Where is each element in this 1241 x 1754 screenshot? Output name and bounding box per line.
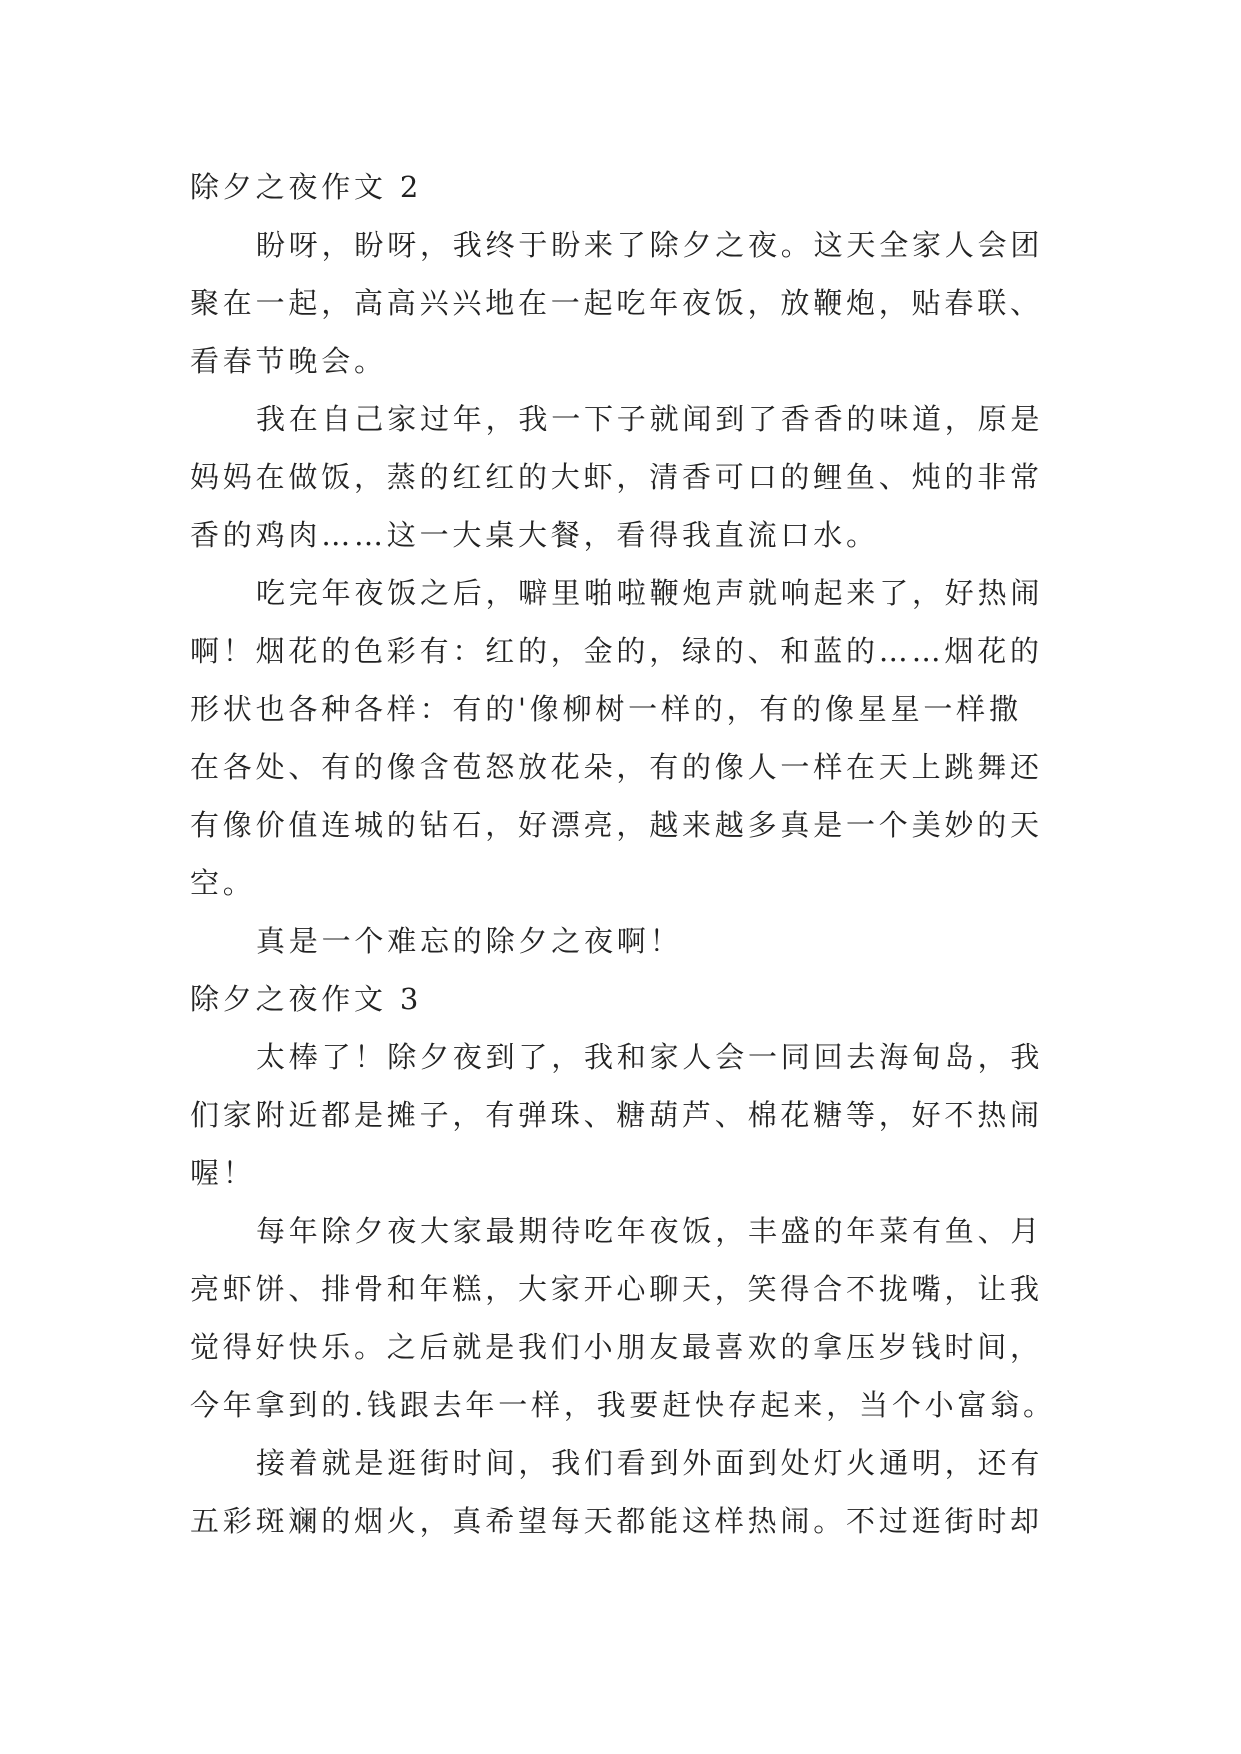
text-line: 香的鸡肉……这一大桌大餐，看得我直流口水。 <box>190 518 879 552</box>
text-line: 有像价值连城的钻石，好漂亮，越来越多真是一个美妙的天 <box>190 808 1043 842</box>
text-line: 看春节晚会。 <box>190 344 387 378</box>
text-line: 啊！烟花的色彩有：红的，金的，绿的、和蓝的……烟花的 <box>190 634 1043 668</box>
section-heading: 除夕之夜作文 2 <box>190 170 423 204</box>
text-line: 我在自己家过年，我一下子就闻到了香香的味道，原是 <box>256 402 1044 436</box>
text-line: 空。 <box>190 866 256 900</box>
text-line: 在各处、有的像含苞怒放花朵，有的像人一样在天上跳舞还 <box>190 750 1043 784</box>
paragraph <box>190 1434 1060 1550</box>
document-page <box>190 158 1060 1550</box>
text-line: 盼呀，盼呀，我终于盼来了除夕之夜。这天全家人会团 <box>256 228 1044 262</box>
text-line: 觉得好快乐。之后就是我们小朋友最喜欢的拿压岁钱时间， <box>190 1330 1043 1364</box>
text-line: 接着就是逛街时间，我们看到外面到处灯火通明，还有 <box>256 1446 1044 1480</box>
text-line: 聚在一起，高高兴兴地在一起吃年夜饭，放鞭炮，贴春联、 <box>190 286 1043 320</box>
section-heading: 除夕之夜作文 3 <box>190 982 423 1016</box>
text-line: 喔！ <box>190 1156 256 1190</box>
paragraph <box>190 390 1060 564</box>
text-line: 每年除夕夜大家最期待吃年夜饭，丰盛的年菜有鱼、月 <box>256 1214 1044 1248</box>
text-line: 亮虾饼、排骨和年糕，大家开心聊天，笑得合不拢嘴，让我 <box>190 1272 1043 1306</box>
text-line: 形状也各种各样：有的'像柳树一样的，有的像星星一样撒 <box>190 692 1022 726</box>
paragraph <box>190 1028 1060 1202</box>
text-line: 们家附近都是摊子，有弹珠、糖葫芦、棉花糖等，好不热闹 <box>190 1098 1043 1132</box>
text-line: 五彩斑斓的烟火，真希望每天都能这样热闹。不过逛街时却 <box>190 1504 1043 1538</box>
paragraph <box>190 216 1060 390</box>
paragraph <box>190 912 1060 970</box>
text-line: 妈妈在做饭，蒸的红红的大虾，清香可口的鲤鱼、炖的非常 <box>190 460 1043 494</box>
essay-section-3 <box>190 970 1060 1550</box>
essay-section-2 <box>190 158 1060 970</box>
text-line: 真是一个难忘的除夕之夜啊！ <box>256 924 683 958</box>
text-line: 吃完年夜饭之后，噼里啪啦鞭炮声就响起来了，好热闹 <box>256 576 1044 610</box>
text-line: 太棒了！除夕夜到了，我和家人会一同回去海甸岛，我 <box>256 1040 1044 1074</box>
text-line: 今年拿到的.钱跟去年一样，我要赶快存起来，当个小富翁。 <box>190 1388 1056 1422</box>
paragraph <box>190 1202 1060 1434</box>
paragraph <box>190 564 1060 912</box>
